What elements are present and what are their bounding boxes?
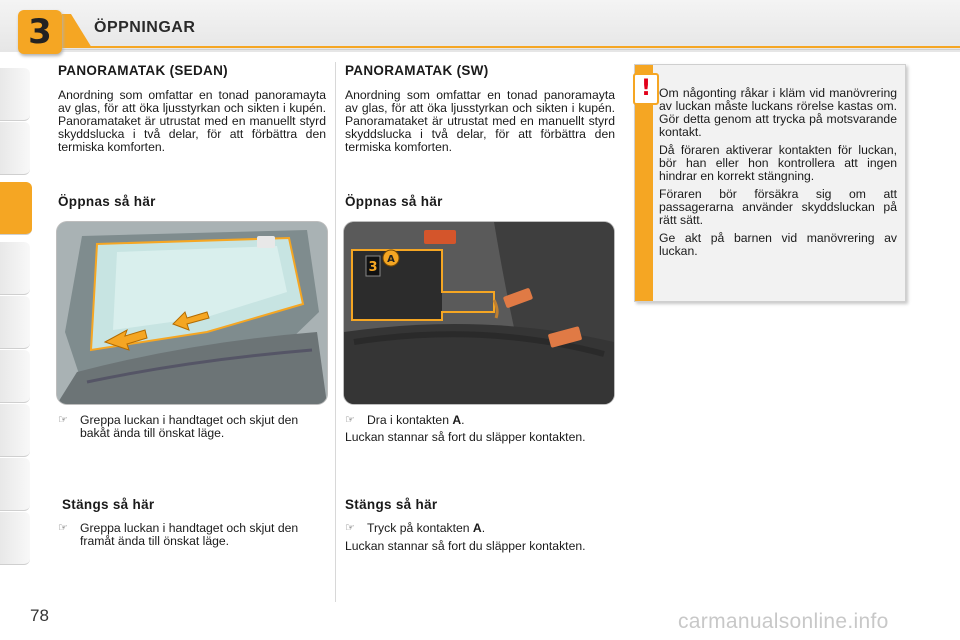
sedan-close-bullet [58, 522, 328, 548]
chapter-tab-9[interactable] [0, 512, 30, 565]
chapter-tab-2[interactable] [0, 122, 30, 175]
sw-open-bullet [345, 414, 615, 427]
sedan-section-title: PANORAMATAK (SEDAN) [58, 63, 228, 78]
sw-section-title: PANORAMATAK (SW) [345, 63, 489, 78]
sw-console-illustration [344, 222, 614, 404]
header-rule-shadow [60, 49, 960, 50]
chapter-tab-5[interactable] [0, 296, 30, 349]
svg-text:3: 3 [368, 260, 378, 275]
header-rule [60, 46, 960, 48]
bullet-finger-icon: ☞ [58, 414, 68, 426]
chapter-badge [18, 10, 62, 54]
sedan-close-bullet-text: Greppa luckan i handtaget och skjut den framåt ända till önskat läge. [80, 521, 299, 548]
chapter-tab-7[interactable] [0, 404, 30, 457]
sw-open-heading: Öppnas så här [345, 194, 443, 209]
chapter-tab-1[interactable] [0, 68, 30, 121]
chapter-number: 3 [28, 12, 52, 52]
sedan-sunroof-illustration [57, 222, 327, 404]
bullet-finger-icon: ☞ [345, 414, 355, 426]
sw-open-bullet-text [345, 414, 615, 427]
exclamation-icon: ! [633, 73, 659, 105]
warning-paragraph: Ge akt på barnen vid manövrering av luckan. [659, 231, 897, 258]
bullet-finger-icon: ☞ [58, 522, 68, 534]
sw-intro-text: Anordning som omfattar en tonad panoramayta av glas, för att öka ljusstyrkan och sikten i kupén. Panoramataket är utrustat med en manuellt styrd skyddslucka i två delar, för att förbättra den termiska komforten. [345, 88, 615, 154]
sedan-sunroof-photo [57, 222, 327, 404]
chapter-tab-3-active[interactable] [0, 182, 32, 235]
chapter-tab-strip [0, 60, 36, 580]
sw-close-heading: Stängs så här [345, 497, 438, 512]
page-number: 78 [30, 606, 49, 625]
warning-paragraph: Om någonting råkar i kläm vid manövrering av luckan måste luckans rörelse kastas om. Gör detta genom att trycka på motsvarande kontakt. [659, 86, 897, 139]
sw-open-bullet-suffix: . [461, 413, 465, 427]
column-divider [335, 62, 336, 602]
sw-close-bullet [345, 522, 615, 535]
bullet-finger-icon: ☞ [345, 522, 355, 534]
sw-close-bullet-text [345, 522, 615, 535]
sw-console-photo [344, 222, 614, 404]
watermark: carmanualsonline.info [678, 610, 889, 633]
chapter-tab-4[interactable] [0, 242, 30, 295]
warning-paragraph: Föraren bör försäkra sig om att passagerarna använder skyddsluckan på rätt sätt. [659, 187, 897, 227]
page-title: ÖPPNINGAR [94, 19, 196, 36]
warning-text [659, 87, 897, 263]
sedan-open-heading: Öppnas så här [58, 194, 156, 209]
control-label-a: A [387, 254, 395, 265]
sw-close-bullet-key: A [472, 521, 482, 535]
sedan-open-bullet-text: Greppa luckan i handtaget och skjut den bakåt ända till önskat läge. [80, 413, 299, 440]
warning-box [634, 64, 906, 302]
sw-open-bullet-prefix: Dra i kontakten [367, 413, 453, 427]
sw-close-bullet-suffix: . [481, 521, 486, 535]
chapter-tab-8[interactable] [0, 458, 30, 511]
sedan-intro-text: Anordning som omfattar en tonad panoramayta av glas, för att öka ljusstyrkan och sikten i kupén. Panoramataket är utrustat med en manuellt styrd skyddslucka i två delar, för att förbättra den termiska komforten. [58, 88, 326, 154]
sw-close-bullet-prefix: Tryck på kontakten [367, 521, 473, 535]
sw-open-bullet-key: A [452, 413, 462, 427]
sw-close-note: Luckan stannar så fort du släpper kontakten. [345, 539, 586, 553]
sw-open-note: Luckan stannar så fort du släpper kontakten. [345, 430, 586, 444]
sedan-close-heading: Stängs så här [62, 497, 155, 512]
chapter-tab-6[interactable] [0, 350, 30, 403]
warning-paragraph: Då föraren aktiverar kontakten för luckan, bör han eller hon kontrollera att ingen hindrar en korrekt stängning. [659, 143, 897, 183]
sedan-open-bullet [58, 414, 328, 440]
